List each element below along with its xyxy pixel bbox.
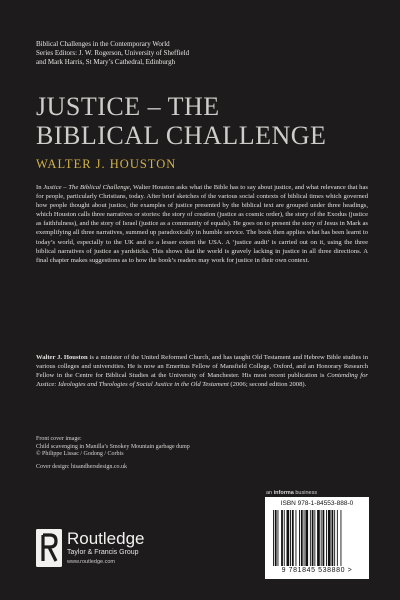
blurb-in: In [36,184,44,191]
bio-text: is a minister of the United Reformed Church, and has taught Old Testament and Hebrew Bible studies in various colleges and universities. He is now an Emeritus Fellow of Mansfield College, Oxford, and an Honorary Research Fellow in the Centre for Biblical Studies at the University of Manchester. His most recent publication is [36,354,368,380]
cover-design-credit: Cover design: hisandhersdesign.co.uk [36,463,127,470]
routledge-logo-icon [36,529,62,567]
front-cover-caption: Child scavenging in Manilla’s Smokey Mountain garbage dump [36,443,190,450]
informa-prefix: an [266,490,274,496]
bio-recent-title: Contending for Justice: Ideologies and Theologies of Social Justice in the Old Testament [36,372,368,389]
book-title-line1: JUSTICE – THE [36,92,220,121]
book-title [36,92,366,150]
blurb-text: , Walter Houston asks what the Bible has to say about justice, and what relevance that has for people, particularly Christians, today. After brief sketches of the various social contexts of biblical times which governed how people thought about justice, the examples of justice presented by the biblical text are grouped under three headings, which Houston calls three narratives or stories: the story of creation (justice as cosmic order), the story of the Exodus (justice as faithfulness), and the story of Israel (justice as a community of equals). He goes on to present the story of Jesus in Mark as exemplifying all three narratives, summed up paradoxically in humble service. The book then applies what has been learnt to today’s world, especially to the UK and to a lesser extent the USA. A ‘justice audit’ is carried out on it, using the three biblical narratives of justice as yardsticks. This shows that the world is gravely lacking in justice in all three directions. A final chapter makes suggestions as to how the book’s readers may work for justice in their own context. [36,184,368,264]
publisher-group: Taylor & Francis Group [67,549,139,556]
author-bio [36,353,368,389]
book-author: WALTER J. HOUSTON [36,157,177,171]
publisher-name: Routledge [67,529,145,548]
bio-author-name: Walter J. Houston [36,354,88,361]
publisher-block [36,529,206,569]
series-editors-line2: and Mark Harris, St Mary’s Cathedral, Edinburgh [36,58,176,66]
publisher-url: www.routledge.com [67,559,115,565]
informa-brand: informa [273,490,294,496]
series-editors-line1: Series Editors: J. W. Rogerson, University of Sheffield [36,49,190,57]
barcode-graphic [273,510,363,566]
cover-credits [36,436,236,471]
front-cover-label: Front cover image: [36,436,82,442]
book-title-line2: BIBLICAL CHALLENGE [36,121,327,150]
informa-suffix: business [293,490,318,496]
series-name: Biblical Challenges in the Contemporary World [36,40,170,48]
bio-recent-tail: (2006; second edition 2008). [228,381,307,389]
front-cover-copyright: © Philippe Lissac / Godong / Corbis [36,451,124,458]
isbn-label: ISBN 978-1-84553-888-0 [280,500,354,507]
blurb-book-title: Justice – The Biblical Challenge [43,184,130,191]
barcode-digits: 9 781845 538880 > [281,567,353,574]
informa-business-label [266,490,317,496]
series-info [36,40,366,67]
book-blurb [36,183,368,265]
barcode-panel [265,497,369,579]
